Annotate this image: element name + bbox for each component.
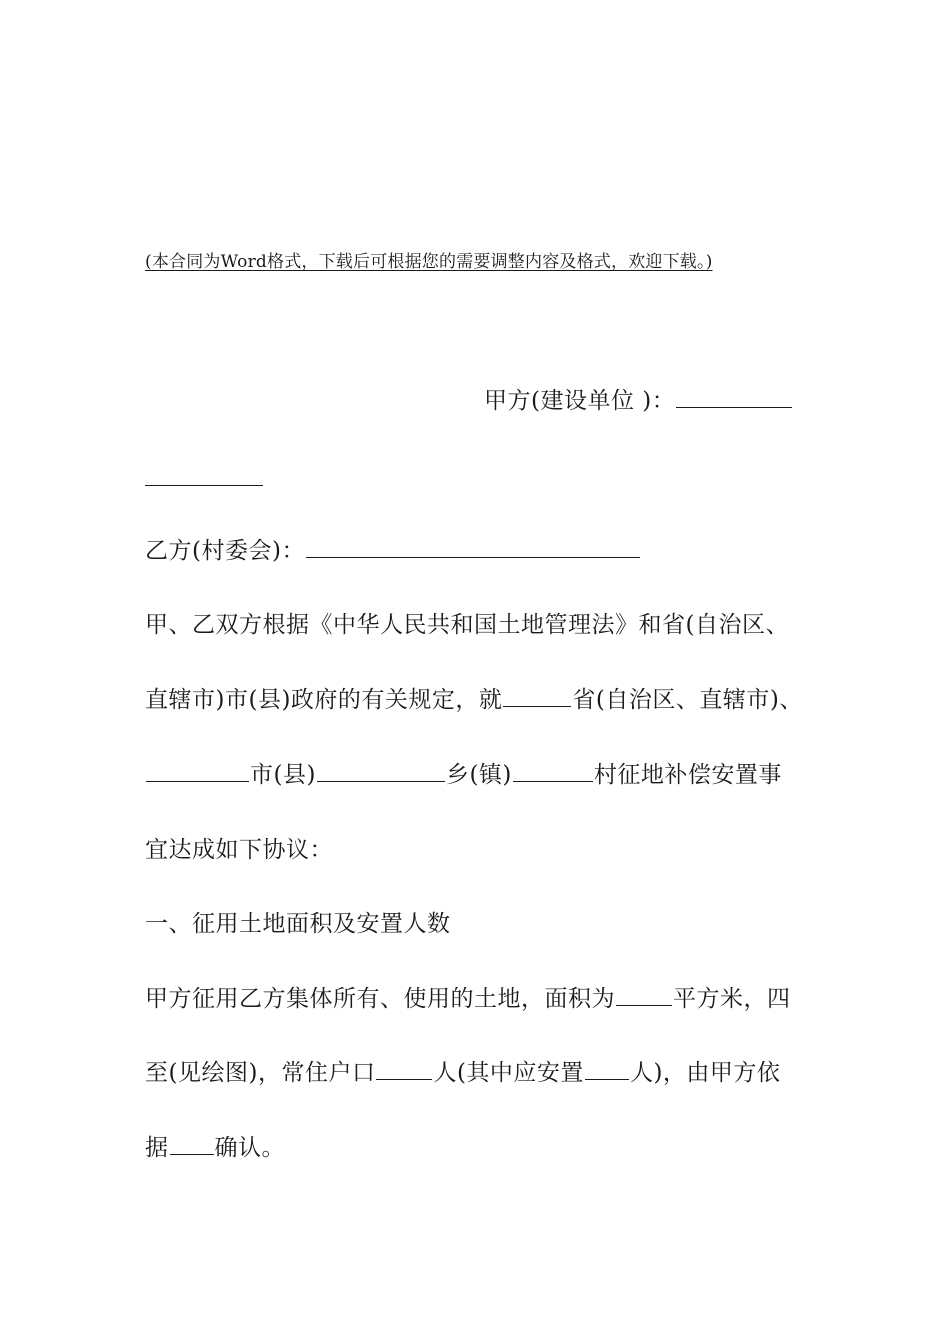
intro-line-3-text-c: 村征地补偿安置事 — [593, 762, 782, 788]
party-a-line — [484, 386, 793, 416]
basis-blank — [170, 1134, 214, 1155]
city-blank — [146, 761, 249, 782]
section-1-line-1 — [145, 984, 791, 1014]
party-b-line — [145, 536, 641, 566]
intro-line-2-text-a: 直辖市)市(县)政府的有关规定，就 — [145, 687, 503, 713]
party-b-label: 乙方(村委会)： — [145, 538, 305, 564]
area-blank — [616, 985, 672, 1006]
intro-line-4: 宜达成如下协议： — [145, 837, 333, 863]
township-blank — [317, 761, 445, 782]
intro-line-3 — [145, 760, 782, 790]
intro-line-3-text-a: 市(县) — [250, 762, 316, 788]
village-blank — [513, 761, 593, 782]
intro-line-2-text-b: 省(自治区、直辖市)、 — [572, 687, 803, 713]
party-a-label: 甲方(建设单位 )： — [484, 388, 676, 414]
province-blank — [503, 686, 571, 707]
section-1-line-3 — [145, 1133, 285, 1163]
s1-line-1-text-b: 平方米，四 — [673, 986, 791, 1012]
party-a-continuation-blank — [145, 484, 263, 486]
party-b-blank — [306, 537, 640, 558]
s1-line-1-text-a: 甲方征用乙方集体所有、使用的土地，面积为 — [145, 986, 615, 1012]
s1-line-3-text-a: 据 — [145, 1135, 169, 1161]
format-note: (本合同为Word格式，下载后可根据您的需要调整内容及格式，欢迎下载。) — [145, 252, 713, 272]
s1-line-2-text-b: 人(其中应安置 — [433, 1060, 584, 1086]
s1-line-3-text-b: 确认。 — [214, 1135, 285, 1161]
intro-line-3-text-b: 乡(镇) — [445, 762, 512, 788]
section-1-line-2 — [145, 1058, 780, 1088]
s1-line-2-text-a: 至(见绘图)，常住户口 — [145, 1060, 376, 1086]
section-1-heading: 一、征用土地面积及安置人数 — [145, 911, 451, 937]
s1-line-2-text-c: 人)，由甲方依 — [629, 1060, 781, 1086]
residents-blank — [376, 1059, 432, 1080]
party-a-blank — [676, 387, 792, 408]
intro-line-2 — [145, 685, 803, 715]
resettle-blank — [585, 1059, 629, 1080]
intro-line-1: 甲、乙双方根据《中华人民共和国土地管理法》和省(自治区、 — [145, 612, 789, 638]
